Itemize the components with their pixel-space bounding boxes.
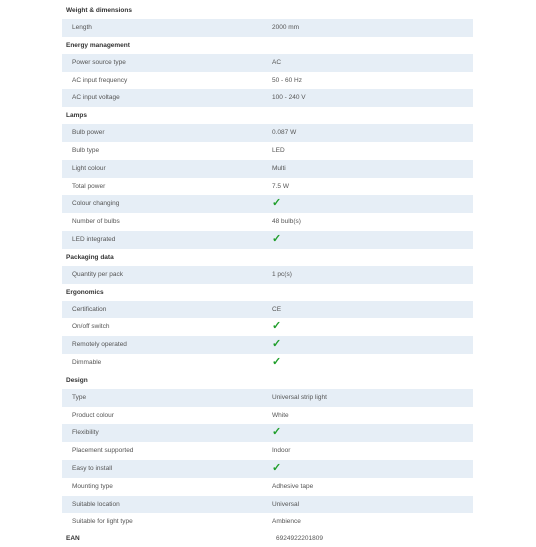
- spec-label: AC input frequency: [72, 76, 128, 84]
- ean-label: EAN: [66, 535, 80, 543]
- spec-label: Dimmable: [72, 358, 102, 366]
- spec-value: CE: [272, 305, 282, 313]
- spec-value: Indoor: [272, 447, 291, 455]
- spec-row-flexibility: [62, 424, 473, 442]
- spec-label: Colour changing: [72, 200, 120, 208]
- spec-value: 2000 mm: [272, 24, 300, 31]
- spec-value: Multi: [272, 164, 286, 172]
- section-title: Packaging data: [66, 253, 114, 261]
- spec-label: Length: [72, 24, 92, 31]
- spec-value: 7.5 W: [272, 182, 289, 190]
- spec-label: Light colour: [72, 164, 106, 172]
- spec-row-suitable-for-light-type: [62, 513, 473, 531]
- spec-row-number-of-bulbs: [62, 213, 473, 231]
- section-title: Lamps: [66, 112, 87, 120]
- spec-row-ac-input-voltage: [62, 89, 473, 107]
- spec-row-bulb-type: [62, 142, 473, 160]
- spec-label: Total power: [72, 182, 106, 190]
- spec-row-bulb-power: [62, 124, 473, 142]
- spec-row-suitable-location: [62, 496, 473, 514]
- spec-row-mounting-type: [62, 478, 473, 496]
- spec-label: Certification: [72, 305, 107, 313]
- spec-row-colour-changing: [62, 195, 473, 213]
- section-energy-management: [62, 38, 473, 107]
- spec-value: Universal strip light: [272, 393, 327, 401]
- spec-label: Suitable location: [72, 500, 120, 508]
- spec-value: Universal: [272, 500, 300, 508]
- spec-label: Bulb type: [72, 146, 100, 154]
- section-weight-dimensions: [62, 3, 473, 37]
- spec-row-on-off-switch: [62, 318, 473, 336]
- section-title: Design: [66, 376, 88, 384]
- spec-value: AC: [272, 58, 282, 66]
- spec-label: Remotely operated: [72, 341, 127, 349]
- section-packaging-data: [62, 250, 473, 284]
- section-ergonomics: [62, 285, 473, 372]
- spec-row-placement-supported: [62, 442, 473, 460]
- checkmark-icon: ✓: [272, 232, 282, 245]
- spec-label: LED integrated: [72, 235, 116, 243]
- spec-value: 1 pc(s): [272, 270, 292, 278]
- section-title: Ergonomics: [66, 288, 104, 296]
- spec-value: 0.087 W: [272, 129, 297, 137]
- section-title: Weight & dimensions: [66, 7, 132, 14]
- spec-row-type: [62, 389, 473, 407]
- section-lamps: [62, 108, 473, 249]
- section-design: [62, 373, 473, 531]
- spec-table: [62, 2, 473, 547]
- spec-value: Ambience: [272, 518, 301, 526]
- spec-row-power-source-type: [62, 54, 473, 72]
- spec-label: Flexibility: [72, 429, 99, 437]
- spec-row-total-power: [62, 178, 473, 196]
- spec-row-certification: [62, 301, 473, 319]
- checkmark-icon: ✓: [272, 320, 282, 333]
- spec-row-led-integrated: [62, 231, 473, 249]
- spec-value: 50 - 60 Hz: [272, 76, 302, 84]
- spec-value: 100 - 240 V: [272, 94, 306, 102]
- spec-value: 48 bulb(s): [272, 218, 301, 226]
- spec-label: Placement supported: [72, 447, 134, 455]
- spec-row-easy-to-install: [62, 460, 473, 478]
- spec-label: Product colour: [72, 411, 114, 419]
- checkmark-icon: ✓: [272, 426, 282, 439]
- ean-value: 6924922201809: [276, 535, 323, 543]
- spec-value: Adhesive tape: [272, 482, 314, 490]
- checkmark-icon: ✓: [272, 338, 282, 351]
- spec-row-ac-input-frequency: [62, 72, 473, 90]
- spec-row-light-colour: [62, 160, 473, 178]
- spec-label: Number of bulbs: [72, 218, 120, 226]
- checkmark-icon: ✓: [272, 197, 282, 210]
- spec-value: White: [272, 411, 289, 419]
- spec-label: AC input voltage: [72, 94, 120, 102]
- spec-label: Type: [72, 393, 87, 401]
- spec-label: Quantity per pack: [72, 270, 123, 278]
- spec-label: Mounting type: [72, 482, 113, 490]
- spec-label: Easy to install: [72, 464, 113, 472]
- spec-row-dimmable: [62, 354, 473, 372]
- spec-row-product-colour: [62, 407, 473, 425]
- spec-row-length: [62, 19, 473, 37]
- spec-label: Suitable for light type: [72, 518, 133, 526]
- spec-value: LED: [272, 146, 285, 154]
- section-title: Energy management: [66, 41, 130, 49]
- spec-label: On/off switch: [72, 323, 110, 331]
- checkmark-icon: ✓: [272, 461, 282, 474]
- spec-label: Power source type: [72, 58, 126, 66]
- checkmark-icon: ✓: [272, 355, 282, 368]
- spec-label: Bulb power: [72, 129, 105, 137]
- spec-row-quantity-per-pack: [62, 266, 473, 284]
- spec-row-remotely-operated: [62, 336, 473, 354]
- ean-row: [62, 531, 473, 547]
